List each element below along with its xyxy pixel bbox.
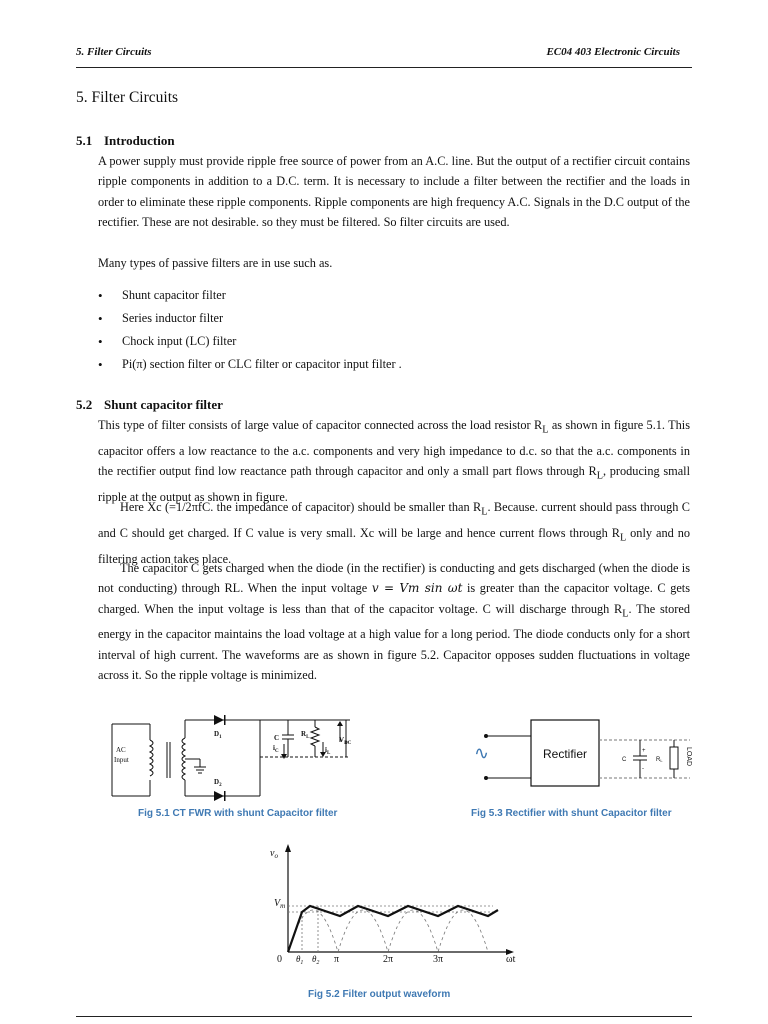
fig3-load-label: LOAD bbox=[685, 747, 692, 767]
fig2-3pi-label: 3π bbox=[433, 954, 444, 965]
header-rule bbox=[76, 67, 692, 68]
section-number: 5.1 bbox=[76, 133, 93, 148]
fig1-d2-label: $D_2$ bbox=[214, 778, 222, 788]
running-header-right: EC04 403 Electronic Circuits bbox=[546, 46, 680, 58]
text-run: as shown in figure 5.1. This capacitor offers a low reactance to the a.c. components and very high impedance to d.c. so that the a.c. components in the rectifier output find low reactance path through capacitor and only a small part flows through R bbox=[98, 418, 690, 479]
y-axis-arrow bbox=[285, 844, 291, 852]
fig2-pi-label: π bbox=[334, 954, 340, 965]
list-item: • Chock input (LC) filter bbox=[98, 330, 402, 353]
fig1-input-label: Input bbox=[114, 756, 129, 764]
text-run: only and no filtering action takes place. bbox=[98, 525, 690, 566]
equation: v = Vm sin ωt bbox=[371, 581, 463, 596]
list-item: • Shunt capacitor filter bbox=[98, 284, 402, 307]
page-title: 5. Filter Circuits bbox=[76, 89, 179, 106]
fig1-d1-label: $D_1$ bbox=[214, 730, 222, 740]
running-header-left: 5. Filter Circuits bbox=[76, 46, 152, 58]
text-run: Here Xc (=1/2πfC. the impedance of capacitor) should be smaller than R bbox=[120, 500, 482, 514]
fig1-c-label: C bbox=[274, 734, 280, 742]
footer-rule bbox=[76, 1016, 692, 1017]
section-5-1-heading bbox=[76, 133, 175, 149]
list-item: • Pi(π) section filter or CLC filter or capacitor input filter . bbox=[98, 353, 402, 376]
fig1-ic-label: $i_C$ bbox=[273, 744, 279, 754]
fig-5-3-caption: Fig 5.3 Rectifier with shunt Capacitor filter bbox=[471, 808, 672, 819]
filter-types-list bbox=[98, 284, 402, 376]
fig2-vo-label: $v_o$ bbox=[270, 848, 278, 860]
subscript: L bbox=[622, 608, 629, 620]
section-5-2-heading bbox=[76, 397, 223, 413]
fig-5-2-caption: Fig 5.2 Filter output waveform bbox=[308, 989, 451, 1000]
subscript: L bbox=[596, 470, 603, 482]
fig3-rl-label: RL bbox=[656, 757, 663, 763]
fig1-rl-label: $R_L$ bbox=[301, 730, 310, 740]
fig2-wt-label: ωt bbox=[506, 954, 516, 965]
shunt-paragraph-3 bbox=[98, 558, 690, 685]
text-run: . The stored energy in the capacitor maintains the load voltage at a high value for a long period. The diode conducts only for a short interval of high current. The waveforms are as shown in figure 5.2. Capacitor opposes sudden fluctuations in voltage across it. So the ripple voltage is minimized. bbox=[98, 601, 691, 682]
fig3-c-label: C bbox=[622, 757, 627, 763]
fig1-il-label: $i_L$ bbox=[325, 746, 331, 756]
subscript: L bbox=[619, 532, 627, 544]
section-title: Introduction bbox=[104, 133, 175, 148]
section-number: 5.2 bbox=[76, 397, 93, 412]
text-run: , producing small ripple at the output as shown in figure. bbox=[98, 464, 690, 504]
fig1-ac-label: AC bbox=[116, 746, 126, 754]
text-run: This type of filter consists of large value of capacitor connected across the load resistor R bbox=[98, 418, 543, 432]
fig-5-1-circuit bbox=[110, 712, 360, 812]
fig-5-3-block-diagram bbox=[470, 716, 700, 794]
shunt-paragraph-1 bbox=[98, 415, 690, 507]
fig2-vm-label: $V_m$ bbox=[274, 898, 286, 910]
subscript: L bbox=[481, 506, 488, 518]
ac-source-icon: ∿ bbox=[474, 743, 490, 763]
fig3-minus-label: - bbox=[642, 766, 644, 772]
text-run: . Because. current should pass through C and C should get charged. If C value is very small. Xc will be large and hence current flows through R bbox=[98, 500, 691, 540]
intro-paragraph: A power supply must provide ripple free source of power from an A.C. line. But the output of a rectifier circuit contains ripple components in addition to a D.C. term. It is necessary to include a filter between the rectifier and the loads in order to eliminate these ripple components. Ripple components are high frequency A.C. Signals in the D.C output of the rectifier. These are not desirable. so they must be filtered. So filter circuits are used. bbox=[98, 154, 690, 229]
fig-5-2-waveform bbox=[258, 840, 538, 970]
fig3-plus-label: + bbox=[642, 748, 646, 754]
list-item: • Series inductor filter bbox=[98, 307, 402, 330]
rectifier-label: Rectifier bbox=[542, 747, 588, 761]
fig-5-1-caption: Fig 5.1 CT FWR with shunt Capacitor filter bbox=[138, 808, 338, 819]
fig2-origin-label: 0 bbox=[277, 954, 282, 965]
fig1-vdc-label: $V_{DC}$ bbox=[339, 736, 352, 746]
subscript: L bbox=[542, 424, 549, 436]
text-run: The capacitor C gets charged when the diode (in the rectifier) is conducting and gets discharged (when the diode is not conducting) through RL. When the input voltage bbox=[98, 561, 690, 596]
fig2-theta2-label: $\theta_2$ bbox=[312, 954, 320, 966]
text-run: is greater than the capacitor voltage. C gets charged. When the input voltage is less than that of the capacitor voltage. C will discharge through R bbox=[98, 581, 690, 616]
fig2-theta1-label: $\theta_1$ bbox=[296, 954, 304, 966]
filter-types-lead: Many types of passive filters are in use such as. bbox=[98, 256, 333, 270]
fig2-2pi-label: 2π bbox=[383, 954, 394, 965]
filtered-output-curve bbox=[288, 906, 498, 952]
section-title: Shunt capacitor filter bbox=[104, 397, 223, 412]
